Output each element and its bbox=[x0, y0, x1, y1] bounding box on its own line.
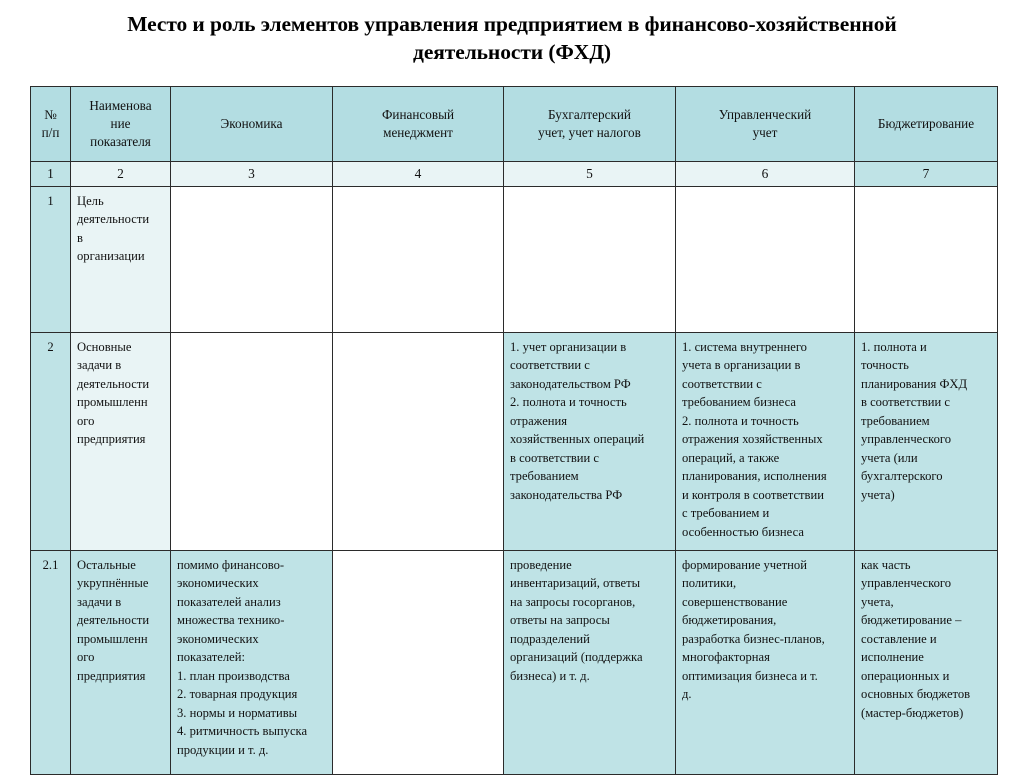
text-line: в соответствии с bbox=[510, 450, 599, 465]
row-indicator-name bbox=[71, 186, 171, 332]
cell-economics bbox=[171, 186, 333, 332]
text-line: требованием bbox=[861, 413, 930, 428]
text-line: 2. товарная продукция bbox=[177, 687, 298, 702]
text-line: д. bbox=[682, 687, 692, 702]
text-line: отражения хозяйственных bbox=[682, 432, 823, 447]
text-line: требованием бизнеса bbox=[682, 395, 796, 410]
cell-financial-management bbox=[333, 332, 504, 550]
cell-management-accounting bbox=[676, 550, 855, 774]
text-line: учета, bbox=[861, 594, 894, 609]
text-line: укрупнённые bbox=[77, 576, 149, 591]
text-line: и контроля в соответствии bbox=[682, 487, 824, 502]
text-line: оптимизация бизнеса и т. bbox=[682, 668, 818, 683]
header-cell-number bbox=[31, 87, 71, 162]
text-line: составление и bbox=[861, 631, 937, 646]
text-line: 2. полнота и точность bbox=[682, 413, 799, 428]
header-cell-budgeting bbox=[855, 87, 998, 162]
text-line: планирования, исполнения bbox=[682, 469, 827, 484]
text-line: учета) bbox=[861, 487, 895, 502]
cell-economics bbox=[171, 332, 333, 550]
text-line: множества технико- bbox=[177, 613, 285, 628]
text-line: совершенствование bbox=[682, 594, 788, 609]
text-line: управленческого bbox=[861, 432, 952, 447]
header-line: учет, учет налогов bbox=[538, 125, 641, 140]
text-line: формирование учетной bbox=[682, 557, 807, 572]
text-line: с требованием и bbox=[682, 506, 770, 521]
text-line: инвентаризаций, ответы bbox=[510, 576, 641, 591]
text-line: на запросы госорганов, bbox=[510, 594, 636, 609]
text-line: бизнеса) и т. д. bbox=[510, 668, 590, 683]
text-line: промышленн bbox=[77, 631, 148, 646]
cell-management-accounting bbox=[676, 186, 855, 332]
table-column-number-row bbox=[31, 162, 998, 187]
colnum-4: 4 bbox=[333, 162, 504, 187]
cell-accounting bbox=[504, 332, 676, 550]
header-cell-accounting bbox=[504, 87, 676, 162]
text-line: 1. план производства bbox=[177, 668, 290, 683]
header-cell-management-accounting bbox=[676, 87, 855, 162]
header-cell-indicator-name bbox=[71, 87, 171, 162]
text-line: ого bbox=[77, 413, 95, 428]
page-title: Место и роль элементов управления предприятием в финансово-хозяйственной деятельности (ФХД) bbox=[127, 12, 897, 65]
text-line: организаций (поддержка bbox=[510, 650, 643, 665]
cell-financial-management bbox=[333, 186, 504, 332]
text-line: экономических bbox=[177, 631, 259, 646]
text-line: особенностью бизнеса bbox=[682, 524, 804, 539]
text-line: планирования ФХД bbox=[861, 376, 968, 391]
text-line: соответствии с bbox=[510, 358, 590, 373]
text-line: подразделений bbox=[510, 631, 590, 646]
text-line: организации bbox=[77, 249, 145, 264]
text-line: 1. учет организации в bbox=[510, 339, 627, 354]
text-line: в bbox=[77, 230, 83, 245]
text-line: основных бюджетов bbox=[861, 687, 971, 702]
text-line: бюджетирования, bbox=[682, 613, 777, 628]
text-line: соответствии с bbox=[682, 376, 762, 391]
cell-accounting bbox=[504, 186, 676, 332]
text-line: 4. ритмичность выпуска bbox=[177, 724, 308, 739]
text-line: многофакторная bbox=[682, 650, 770, 665]
header-line: Экономика bbox=[220, 115, 283, 131]
text-line: продукции и т. д. bbox=[177, 742, 269, 757]
text-line: в соответствии с bbox=[861, 395, 950, 410]
comparison-table bbox=[30, 86, 998, 775]
text-line: исполнение bbox=[861, 650, 924, 665]
text-line: Цель bbox=[77, 193, 104, 208]
text-line: проведение bbox=[510, 557, 572, 572]
text-line: помимо финансово- bbox=[177, 557, 285, 572]
header-cell-economics bbox=[171, 87, 333, 162]
header-line: показателя bbox=[90, 134, 151, 150]
colnum-2: 2 bbox=[71, 162, 171, 187]
text-line: требованием bbox=[510, 469, 579, 484]
table-row bbox=[31, 332, 998, 550]
text-line: ответы на запросы bbox=[510, 613, 610, 628]
header-line: учет bbox=[752, 125, 778, 140]
text-line: экономических bbox=[177, 576, 259, 591]
row-number: 2.1 bbox=[31, 550, 71, 774]
text-line: 1. система внутреннего bbox=[682, 339, 807, 354]
text-line: учета (или bbox=[861, 450, 918, 465]
colnum-7: 7 bbox=[855, 162, 998, 187]
colnum-6: 6 bbox=[676, 162, 855, 187]
text-line: ого bbox=[77, 650, 95, 665]
header-line: Бюджетирование bbox=[877, 115, 975, 131]
header-line: Наименова bbox=[89, 97, 152, 113]
text-line: 1. полнота и bbox=[861, 339, 927, 354]
cell-budgeting bbox=[855, 332, 998, 550]
header-line: № bbox=[44, 106, 57, 122]
text-line: операционных и bbox=[861, 668, 950, 683]
row-number: 2 bbox=[31, 332, 71, 550]
text-line: показателей: bbox=[177, 650, 245, 665]
text-line: 2. полнота и точность bbox=[510, 395, 627, 410]
text-line: деятельности bbox=[77, 212, 150, 227]
row-indicator-name bbox=[71, 550, 171, 774]
text-line: разработка бизнес-планов, bbox=[682, 631, 825, 646]
header-line: Управленческий bbox=[718, 106, 812, 122]
table-row bbox=[31, 186, 998, 332]
text-line: задачи в bbox=[77, 358, 122, 373]
header-line: ние bbox=[110, 115, 131, 131]
colnum-1: 1 bbox=[31, 162, 71, 187]
text-line: предприятия bbox=[77, 432, 146, 447]
text-line: Основные bbox=[77, 339, 132, 354]
cell-accounting bbox=[504, 550, 676, 774]
text-line: законодательства РФ bbox=[510, 487, 623, 502]
text-line: бюджетирование – bbox=[861, 613, 962, 628]
text-line: бухгалтерского bbox=[861, 469, 943, 484]
text-line: управленческого bbox=[861, 576, 952, 591]
text-line: задачи в bbox=[77, 594, 122, 609]
colnum-3: 3 bbox=[171, 162, 333, 187]
cell-budgeting bbox=[855, 186, 998, 332]
text-line: точность bbox=[861, 358, 909, 373]
text-line: отражения bbox=[510, 413, 568, 428]
text-line: деятельности bbox=[77, 613, 150, 628]
colnum-5: 5 bbox=[504, 162, 676, 187]
table-row bbox=[31, 550, 998, 774]
text-line: политики, bbox=[682, 576, 737, 591]
text-line: Остальные bbox=[77, 557, 136, 572]
text-line: деятельности bbox=[77, 376, 150, 391]
text-line: показателей анализ bbox=[177, 594, 281, 609]
text-line: предприятия bbox=[77, 668, 146, 683]
header-line: Финансовый bbox=[381, 106, 455, 122]
row-indicator-name bbox=[71, 332, 171, 550]
cell-budgeting bbox=[855, 550, 998, 774]
cell-economics bbox=[171, 550, 333, 774]
text-line: законодательством РФ bbox=[510, 376, 631, 391]
row-number: 1 bbox=[31, 186, 71, 332]
table-header-row bbox=[31, 87, 998, 162]
cell-management-accounting bbox=[676, 332, 855, 550]
header-line: п/п bbox=[41, 125, 60, 140]
text-line: учета в организации в bbox=[682, 358, 801, 373]
text-line: промышленн bbox=[77, 395, 148, 410]
header-cell-financial-management bbox=[333, 87, 504, 162]
text-line: (мастер-бюджетов) bbox=[861, 705, 964, 720]
cell-financial-management bbox=[333, 550, 504, 774]
header-line: Бухгалтерский bbox=[548, 106, 631, 122]
text-line: как часть bbox=[861, 557, 911, 572]
text-line: 3. нормы и нормативы bbox=[177, 705, 298, 720]
text-line: хозяйственных операций bbox=[510, 432, 645, 447]
header-line: менеджмент bbox=[383, 125, 453, 140]
text-line: операций, а также bbox=[682, 450, 780, 465]
